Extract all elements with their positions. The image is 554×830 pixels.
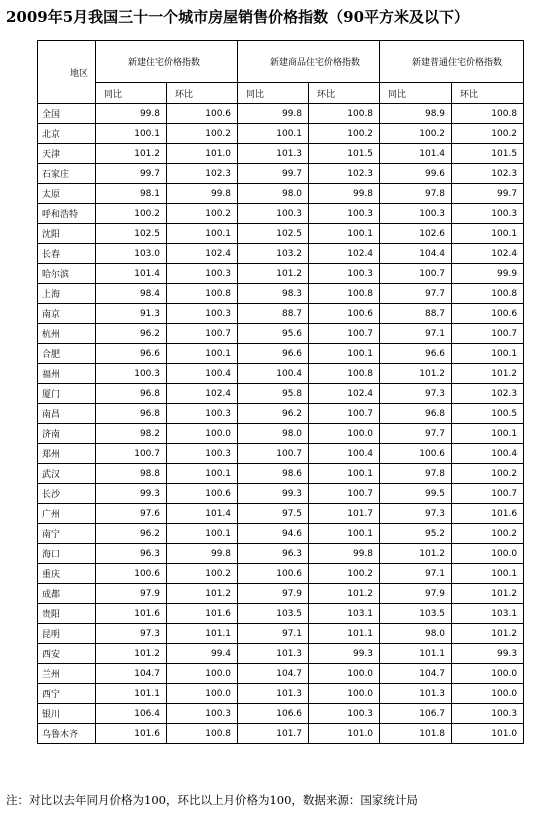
value-cell: 101.2 [452, 364, 524, 384]
value-cell: 100.8 [309, 284, 380, 304]
table-row [38, 164, 524, 184]
group-header: 新建住宅价格指数 [96, 41, 238, 83]
table-row [38, 184, 524, 204]
value-cell: 103.2 [238, 244, 309, 264]
value-cell: 101.2 [380, 364, 452, 384]
value-cell: 100.1 [238, 124, 309, 144]
value-cell: 98.9 [380, 104, 452, 124]
value-cell: 100.6 [96, 564, 167, 584]
table-row [38, 284, 524, 304]
city-cell: 武汉 [38, 464, 96, 484]
city-cell: 长沙 [38, 484, 96, 504]
table-row [38, 504, 524, 524]
value-cell: 100.3 [167, 264, 238, 284]
value-cell: 99.7 [96, 164, 167, 184]
value-cell: 100.3 [238, 204, 309, 224]
table-body [38, 104, 524, 744]
value-cell: 106.4 [96, 704, 167, 724]
city-cell: 济南 [38, 424, 96, 444]
value-cell: 99.8 [309, 184, 380, 204]
value-cell: 97.3 [96, 624, 167, 644]
value-cell: 99.8 [167, 184, 238, 204]
value-cell: 99.7 [238, 164, 309, 184]
city-cell: 福州 [38, 364, 96, 384]
city-cell: 重庆 [38, 564, 96, 584]
value-cell: 100.1 [452, 344, 524, 364]
value-cell: 100.7 [380, 264, 452, 284]
value-cell: 101.2 [309, 584, 380, 604]
value-cell: 96.6 [96, 344, 167, 364]
value-cell: 97.3 [380, 504, 452, 524]
city-cell: 上海 [38, 284, 96, 304]
table-row [38, 424, 524, 444]
value-cell: 100.3 [167, 304, 238, 324]
value-cell: 101.2 [238, 264, 309, 284]
value-cell: 100.0 [452, 544, 524, 564]
table-row [38, 604, 524, 624]
value-cell: 100.0 [309, 664, 380, 684]
value-cell: 96.6 [238, 344, 309, 364]
value-cell: 99.8 [167, 544, 238, 564]
value-cell: 101.2 [96, 644, 167, 664]
table-row [38, 724, 524, 744]
value-cell: 100.3 [167, 404, 238, 424]
value-cell: 99.8 [309, 544, 380, 564]
value-cell: 106.6 [238, 704, 309, 724]
value-cell: 97.3 [380, 384, 452, 404]
value-cell: 100.7 [452, 324, 524, 344]
value-cell: 100.7 [452, 484, 524, 504]
value-cell: 103.5 [380, 604, 452, 624]
value-cell: 99.6 [380, 164, 452, 184]
value-cell: 100.7 [96, 444, 167, 464]
group-header: 新建普通住宅价格指数 [380, 41, 524, 83]
city-cell: 石家庄 [38, 164, 96, 184]
value-cell: 100.1 [167, 524, 238, 544]
city-cell: 长春 [38, 244, 96, 264]
table-row [38, 124, 524, 144]
city-cell: 海口 [38, 544, 96, 564]
value-cell: 96.2 [238, 404, 309, 424]
city-cell: 贵阳 [38, 604, 96, 624]
city-cell: 杭州 [38, 324, 96, 344]
value-cell: 100.1 [452, 564, 524, 584]
value-cell: 97.1 [238, 624, 309, 644]
value-cell: 100.4 [309, 444, 380, 464]
group-header: 新建商品住宅价格指数 [238, 41, 380, 83]
value-cell: 96.8 [380, 404, 452, 424]
table-row [38, 264, 524, 284]
value-cell: 101.6 [96, 724, 167, 744]
value-cell: 100.4 [238, 364, 309, 384]
value-cell: 94.6 [238, 524, 309, 544]
value-cell: 104.4 [380, 244, 452, 264]
value-cell: 99.8 [238, 104, 309, 124]
value-cell: 101.7 [238, 724, 309, 744]
value-cell: 95.8 [238, 384, 309, 404]
city-cell: 合肥 [38, 344, 96, 364]
value-cell: 101.3 [238, 644, 309, 664]
value-cell: 100.2 [309, 564, 380, 584]
value-cell: 102.3 [167, 164, 238, 184]
footnote: 注：对比以去年同月价格为100，环比以上月价格为100，数据来源：国家统计局 [6, 793, 418, 807]
value-cell: 99.5 [380, 484, 452, 504]
value-cell: 104.7 [380, 664, 452, 684]
table-row [38, 204, 524, 224]
table-row [38, 344, 524, 364]
table-row [38, 404, 524, 424]
value-cell: 101.1 [380, 644, 452, 664]
value-cell: 96.2 [96, 324, 167, 344]
price-index-table [37, 40, 524, 744]
value-cell: 98.0 [380, 624, 452, 644]
city-cell: 呼和浩特 [38, 204, 96, 224]
value-cell: 101.3 [238, 684, 309, 704]
value-cell: 97.7 [380, 284, 452, 304]
value-cell: 91.3 [96, 304, 167, 324]
value-cell: 98.3 [238, 284, 309, 304]
value-cell: 100.1 [167, 344, 238, 364]
value-cell: 104.7 [238, 664, 309, 684]
table-row [38, 144, 524, 164]
city-cell: 南宁 [38, 524, 96, 544]
value-cell: 101.2 [167, 584, 238, 604]
value-cell: 100.1 [309, 524, 380, 544]
value-cell: 100.2 [167, 564, 238, 584]
city-cell: 乌鲁木齐 [38, 724, 96, 744]
value-cell: 98.4 [96, 284, 167, 304]
value-cell: 101.0 [309, 724, 380, 744]
city-cell: 昆明 [38, 624, 96, 644]
value-cell: 100.6 [309, 304, 380, 324]
city-cell: 银川 [38, 704, 96, 724]
value-cell: 95.2 [380, 524, 452, 544]
table-row [38, 684, 524, 704]
value-cell: 100.5 [452, 404, 524, 424]
city-cell: 北京 [38, 124, 96, 144]
city-cell: 沈阳 [38, 224, 96, 244]
value-cell: 97.9 [380, 584, 452, 604]
value-cell: 100.8 [167, 284, 238, 304]
value-cell: 103.1 [309, 604, 380, 624]
value-cell: 100.3 [452, 704, 524, 724]
value-cell: 101.2 [96, 144, 167, 164]
value-cell: 100.6 [167, 484, 238, 504]
value-cell: 102.4 [167, 244, 238, 264]
value-cell: 100.2 [167, 204, 238, 224]
city-cell: 郑州 [38, 444, 96, 464]
city-cell: 西安 [38, 644, 96, 664]
value-cell: 96.3 [238, 544, 309, 564]
table-row [38, 664, 524, 684]
subheader-yoy: 同比 [96, 83, 167, 104]
city-cell: 厦门 [38, 384, 96, 404]
value-cell: 100.6 [452, 304, 524, 324]
value-cell: 102.3 [452, 164, 524, 184]
value-cell: 101.1 [96, 684, 167, 704]
value-cell: 100.1 [309, 464, 380, 484]
value-cell: 103.5 [238, 604, 309, 624]
subheader-mom: 环比 [309, 83, 380, 104]
subheader-mom: 环比 [452, 83, 524, 104]
value-cell: 101.1 [167, 624, 238, 644]
value-cell: 100.8 [452, 104, 524, 124]
value-cell: 95.6 [238, 324, 309, 344]
value-cell: 100.0 [309, 424, 380, 444]
table-row [38, 244, 524, 264]
value-cell: 100.3 [309, 264, 380, 284]
value-cell: 102.4 [309, 384, 380, 404]
value-cell: 100.6 [238, 564, 309, 584]
value-cell: 101.2 [452, 584, 524, 604]
value-cell: 100.2 [167, 124, 238, 144]
table-row [38, 484, 524, 504]
value-cell: 98.0 [238, 184, 309, 204]
subheader-yoy: 同比 [238, 83, 309, 104]
value-cell: 100.0 [167, 664, 238, 684]
value-cell: 101.6 [96, 604, 167, 624]
value-cell: 96.8 [96, 384, 167, 404]
value-cell: 98.0 [238, 424, 309, 444]
city-cell: 哈尔滨 [38, 264, 96, 284]
value-cell: 102.5 [238, 224, 309, 244]
value-cell: 100.3 [167, 444, 238, 464]
value-cell: 100.2 [452, 124, 524, 144]
value-cell: 102.4 [167, 384, 238, 404]
value-cell: 100.0 [309, 684, 380, 704]
value-cell: 101.5 [309, 144, 380, 164]
value-cell: 100.7 [167, 324, 238, 344]
city-cell: 广州 [38, 504, 96, 524]
value-cell: 100.8 [452, 284, 524, 304]
value-cell: 88.7 [238, 304, 309, 324]
value-cell: 97.1 [380, 324, 452, 344]
value-cell: 96.6 [380, 344, 452, 364]
value-cell: 101.3 [380, 684, 452, 704]
value-cell: 100.8 [309, 364, 380, 384]
value-cell: 100.2 [380, 124, 452, 144]
table-row [38, 304, 524, 324]
value-cell: 100.3 [309, 204, 380, 224]
city-cell: 兰州 [38, 664, 96, 684]
value-cell: 100.1 [452, 424, 524, 444]
value-cell: 100.8 [309, 104, 380, 124]
value-cell: 100.2 [452, 464, 524, 484]
table-row [38, 104, 524, 124]
value-cell: 88.7 [380, 304, 452, 324]
city-cell: 西宁 [38, 684, 96, 704]
value-cell: 98.6 [238, 464, 309, 484]
city-cell: 南京 [38, 304, 96, 324]
value-cell: 100.0 [452, 684, 524, 704]
table-row [38, 544, 524, 564]
value-cell: 101.4 [380, 144, 452, 164]
value-cell: 99.3 [452, 644, 524, 664]
value-cell: 100.3 [452, 204, 524, 224]
city-cell: 成都 [38, 584, 96, 604]
table-row [38, 464, 524, 484]
value-cell: 101.0 [452, 724, 524, 744]
city-cell: 全国 [38, 104, 96, 124]
value-cell: 99.3 [238, 484, 309, 504]
value-cell: 97.6 [96, 504, 167, 524]
value-cell: 100.7 [309, 324, 380, 344]
region-header: 地区 [38, 41, 96, 104]
table-row [38, 624, 524, 644]
value-cell: 101.2 [452, 624, 524, 644]
value-cell: 102.3 [452, 384, 524, 404]
value-cell: 100.1 [96, 124, 167, 144]
value-cell: 100.7 [309, 404, 380, 424]
table-row [38, 444, 524, 464]
value-cell: 100.3 [380, 204, 452, 224]
city-cell: 天津 [38, 144, 96, 164]
value-cell: 100.4 [452, 444, 524, 464]
table-row [38, 324, 524, 344]
value-cell: 101.6 [167, 604, 238, 624]
value-cell: 101.4 [167, 504, 238, 524]
value-cell: 102.4 [452, 244, 524, 264]
value-cell: 97.9 [238, 584, 309, 604]
value-cell: 99.3 [96, 484, 167, 504]
value-cell: 97.8 [380, 464, 452, 484]
subheader-mom: 环比 [167, 83, 238, 104]
value-cell: 101.7 [309, 504, 380, 524]
table-row [38, 584, 524, 604]
value-cell: 101.8 [380, 724, 452, 744]
value-cell: 97.9 [96, 584, 167, 604]
value-cell: 100.1 [452, 224, 524, 244]
value-cell: 101.4 [96, 264, 167, 284]
value-cell: 98.2 [96, 424, 167, 444]
value-cell: 100.6 [167, 104, 238, 124]
value-cell: 100.1 [167, 464, 238, 484]
value-cell: 100.3 [96, 364, 167, 384]
value-cell: 97.7 [380, 424, 452, 444]
value-cell: 100.0 [452, 664, 524, 684]
city-cell: 太原 [38, 184, 96, 204]
value-cell: 101.5 [452, 144, 524, 164]
value-cell: 101.6 [452, 504, 524, 524]
value-cell: 100.2 [96, 204, 167, 224]
value-cell: 102.6 [380, 224, 452, 244]
table-row [38, 224, 524, 244]
value-cell: 99.8 [96, 104, 167, 124]
value-cell: 96.8 [96, 404, 167, 424]
value-cell: 99.4 [167, 644, 238, 664]
value-cell: 100.8 [167, 724, 238, 744]
value-cell: 99.9 [452, 264, 524, 284]
value-cell: 102.3 [309, 164, 380, 184]
value-cell: 103.0 [96, 244, 167, 264]
value-cell: 101.1 [309, 624, 380, 644]
value-cell: 99.3 [309, 644, 380, 664]
subheader-yoy: 同比 [380, 83, 452, 104]
value-cell: 100.0 [167, 424, 238, 444]
value-cell: 104.7 [96, 664, 167, 684]
value-cell: 100.1 [167, 224, 238, 244]
value-cell: 100.0 [167, 684, 238, 704]
table-row [38, 564, 524, 584]
value-cell: 100.3 [309, 704, 380, 724]
value-cell: 98.1 [96, 184, 167, 204]
value-cell: 97.8 [380, 184, 452, 204]
value-cell: 100.7 [309, 484, 380, 504]
value-cell: 98.8 [96, 464, 167, 484]
table-row [38, 384, 524, 404]
table-row [38, 364, 524, 384]
value-cell: 106.7 [380, 704, 452, 724]
value-cell: 97.1 [380, 564, 452, 584]
value-cell: 100.1 [309, 224, 380, 244]
table-row [38, 644, 524, 664]
city-cell: 南昌 [38, 404, 96, 424]
value-cell: 100.4 [167, 364, 238, 384]
value-cell: 100.2 [309, 124, 380, 144]
value-cell: 101.0 [167, 144, 238, 164]
value-cell: 101.2 [380, 544, 452, 564]
table-row [38, 524, 524, 544]
value-cell: 102.5 [96, 224, 167, 244]
table-row [38, 704, 524, 724]
value-cell: 100.6 [380, 444, 452, 464]
value-cell: 100.7 [238, 444, 309, 464]
value-cell: 100.1 [309, 344, 380, 364]
value-cell: 99.7 [452, 184, 524, 204]
value-cell: 100.2 [452, 524, 524, 544]
value-cell: 96.2 [96, 524, 167, 544]
value-cell: 100.3 [167, 704, 238, 724]
value-cell: 103.1 [452, 604, 524, 624]
value-cell: 102.4 [309, 244, 380, 264]
value-cell: 96.3 [96, 544, 167, 564]
page-title: 2009年5月我国三十一个城市房屋销售价格指数（90平方米及以下） [6, 8, 470, 26]
value-cell: 101.3 [238, 144, 309, 164]
value-cell: 97.5 [238, 504, 309, 524]
